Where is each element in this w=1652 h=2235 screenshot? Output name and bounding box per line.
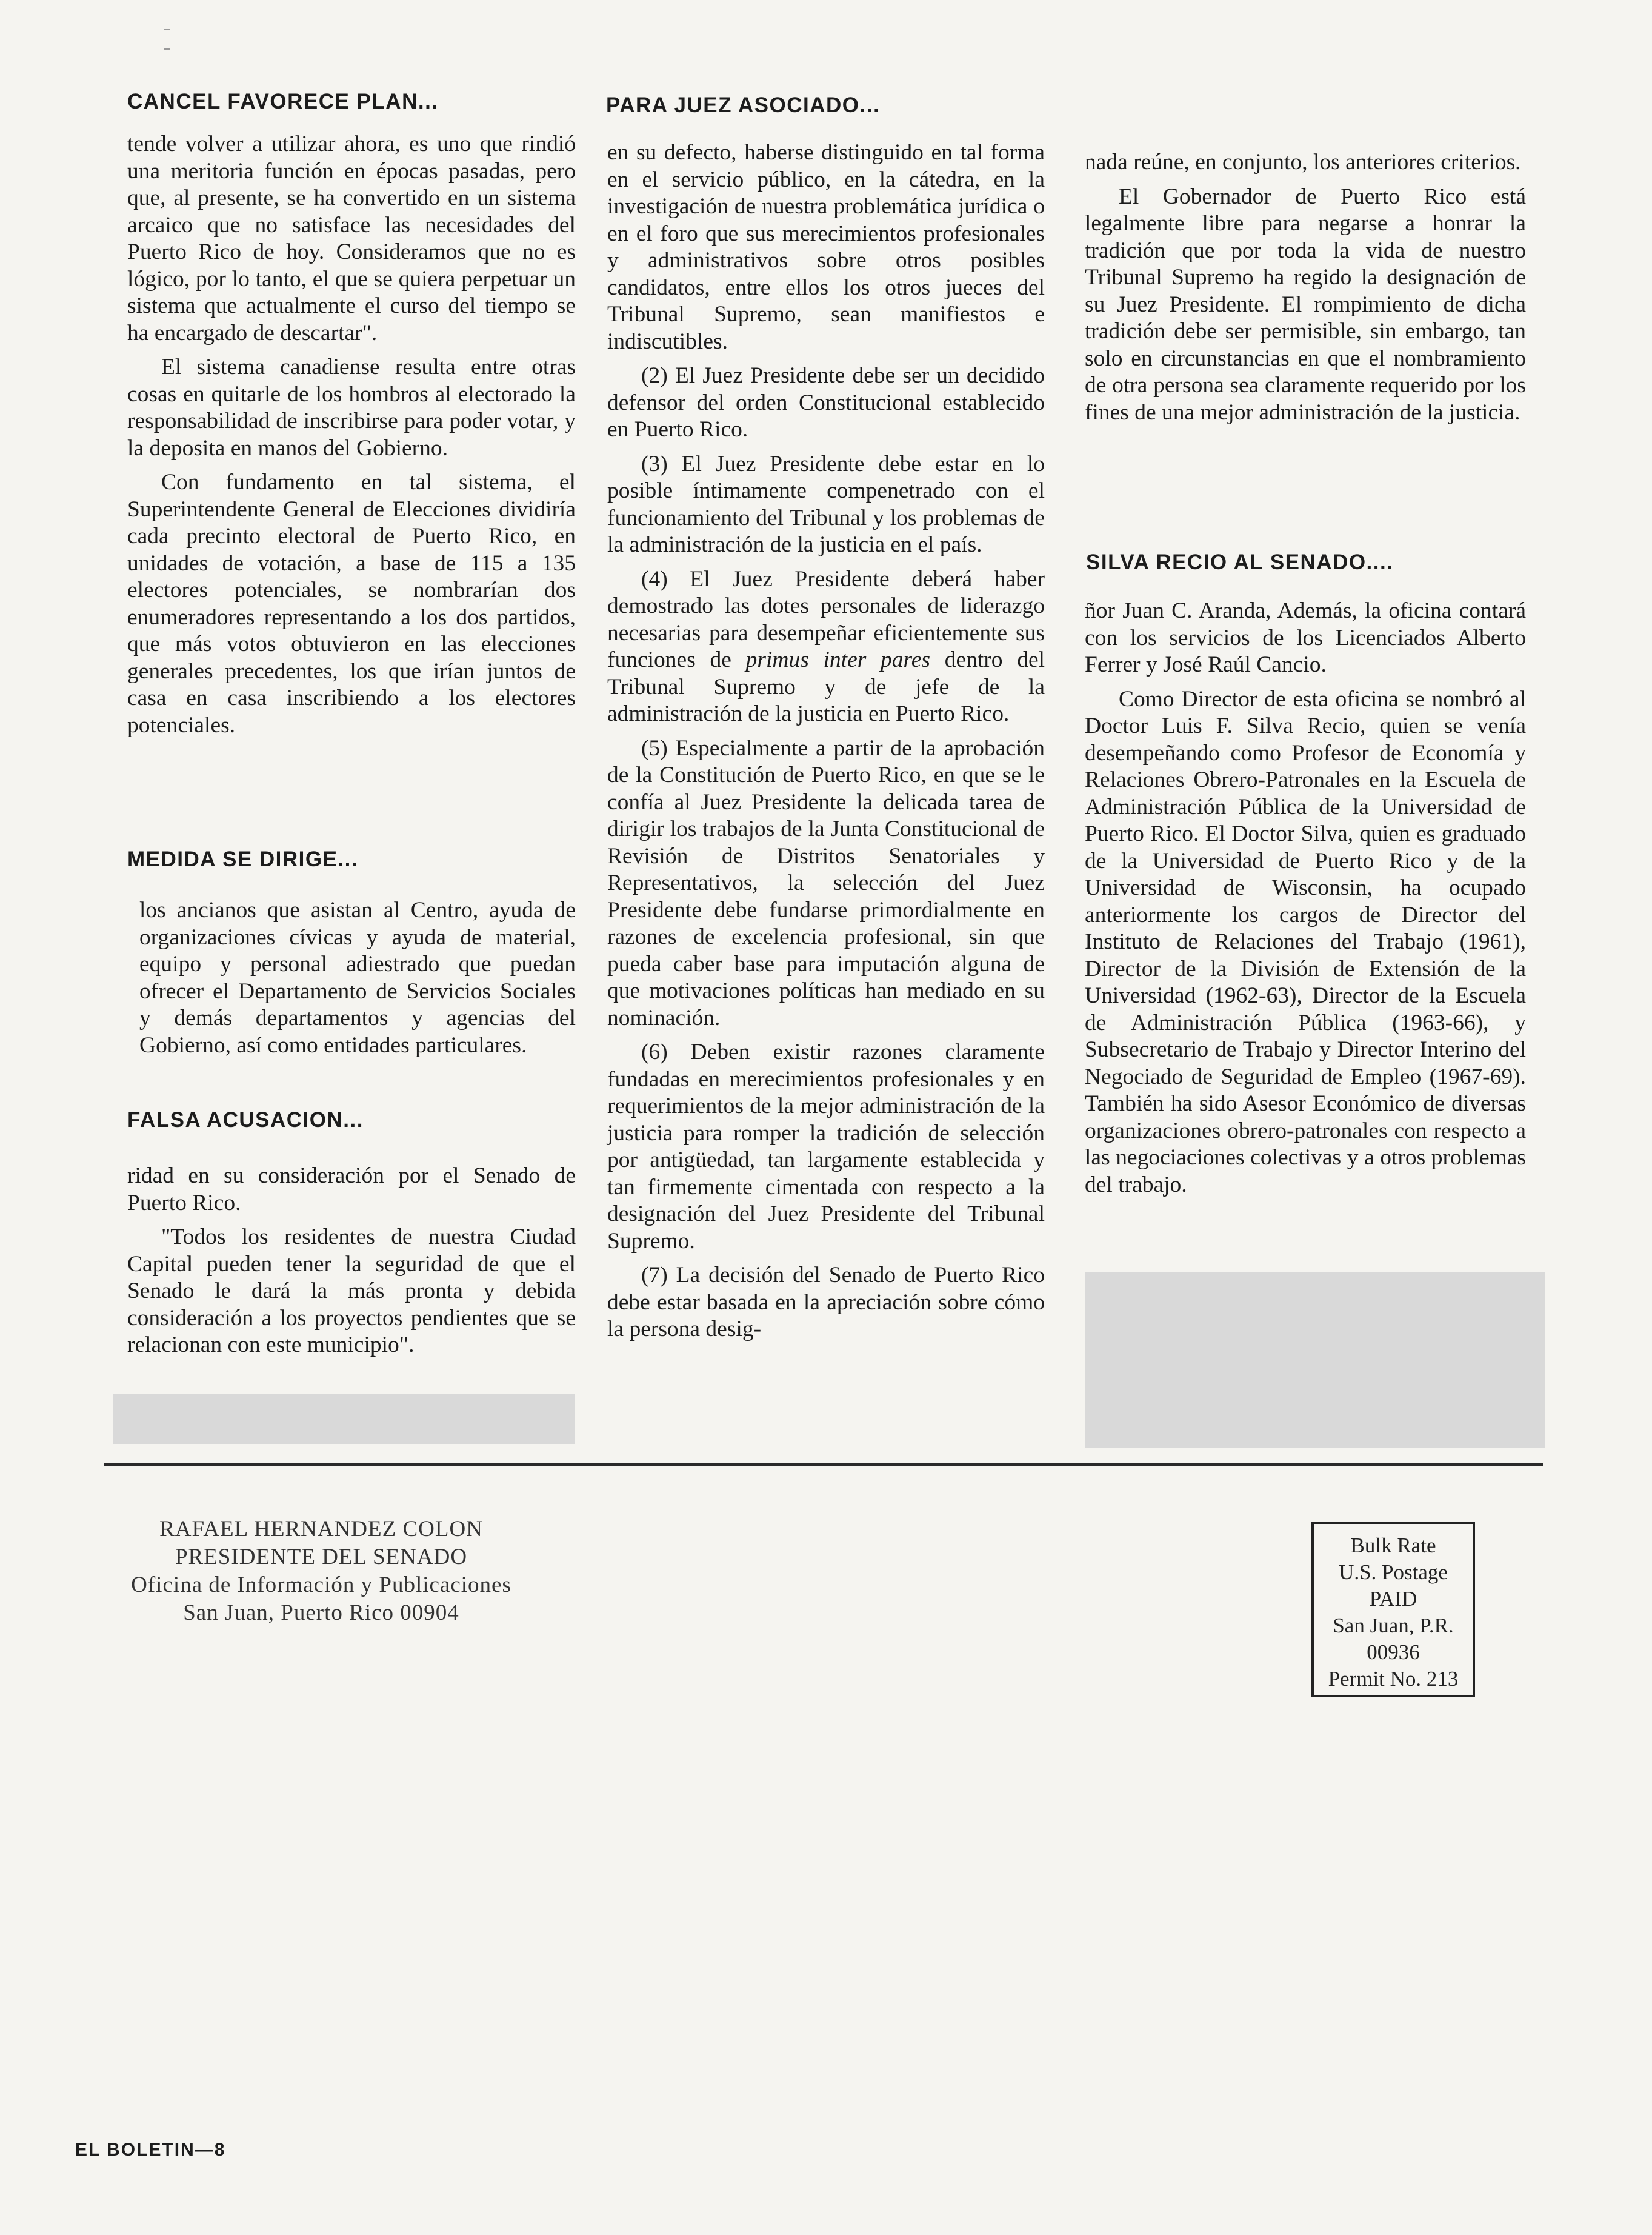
paragraph: los ancianos que asistan al Centro, ayuda de organizaciones cívicas y ayuda de material, equipo y personal adiestrado que puedan ofrecer el Departamento de Servicios Sociales y demás departamentos y agencias del Gobierno, así como entidades particulares.	[139, 898, 576, 1058]
paragraph: ñor Juan C. Aranda, Además, la oficina contará con los servicios de los Licenciados Alberto Ferrer y José Raúl Cancio.	[1085, 598, 1526, 677]
sender-address	[109, 1515, 533, 1627]
page-footer: EL BOLETIN—8	[75, 2140, 226, 2160]
postage-line: PAID	[1369, 1587, 1417, 1611]
horizontal-rule	[104, 1463, 1543, 1466]
paragraph: (7) La decisión del Senado de Puerto Rico debe estar basada en la apreciación sobre cómo la persona desig-	[607, 1263, 1045, 1341]
paragraph: Con fundamento en tal sistema, el Superintendente General de Elecciones dividiría cada precinto electoral de Puerto Rico, en unidades de votación, a base de 115 a 135 electores potenciales, se nombrarían dos enumeradores representando a los dos partidos, que más votos obtuvieron en las elecciones generales precedentes, los que irían juntos de casa en casa inscribiendo a los electores potenciales.	[127, 470, 576, 738]
postage-line: 00936	[1367, 1640, 1420, 1664]
gray-block	[113, 1394, 575, 1444]
heading-medida-se-dirige: MEDIDA SE DIRIGE...	[127, 847, 359, 871]
italic-text: primus inter pares	[745, 647, 930, 672]
column-1-part-3	[127, 1163, 576, 1366]
paragraph: (2) El Juez Presidente debe ser un decidido defensor del orden Constitucional establecido en Puerto Rico.	[607, 363, 1045, 442]
paragraph	[607, 566, 1045, 728]
paragraph: (6) Deben existir razones claramente fundadas en merecimientos profesionales y en requerimientos de la mejor administración de la justicia para romper la tradición de selección por antigüedad, tan largamente establecida y tan firmemente cimentada con respecto a la designación del Juez Presidente del Tribunal Supremo.	[607, 1040, 1045, 1254]
column-3-part-1	[1085, 149, 1526, 433]
column-1-part-1	[127, 131, 576, 746]
heading-para-juez-asociado: PARA JUEZ ASOCIADO...	[606, 93, 881, 117]
gray-block	[1085, 1272, 1545, 1448]
postage-line: U.S. Postage	[1339, 1560, 1448, 1584]
heading-cancel-favorece-plan: CANCEL FAVORECE PLAN...	[127, 90, 439, 113]
postage-indicia	[1311, 1522, 1475, 1697]
heading-silva-recio-al-senado: SILVA RECIO AL SENADO....	[1086, 550, 1394, 574]
paragraph: "Todos los residentes de nuestra Ciudad Capital pueden tener la seguridad de que el Senado le dará la más pronta y debida consideración a los proyectos pendientes que se relacionan con este municipio".	[127, 1224, 576, 1357]
corner-mark	[164, 29, 170, 50]
paragraph: (5) Especialmente a partir de la aprobación de la Constitución de Puerto Rico, en que se le confía al Juez Presidente la delicada tarea de dirigir los trabajos de la Junta Constitucional de Revisión de Distritos Senatoriales y Representativos, la selección del Juez Presidente debe fundarse primordialmente en razones de excelencia profesional, sin que pueda caber base para imputación alguna de que motivaciones políticas han mediado en su nominación.	[607, 735, 1045, 1031]
text: dentro del Tribunal Supremo y de jefe de la administración de la justicia en Puerto Rico.	[607, 647, 1045, 726]
sender-name: RAFAEL HERNANDEZ COLON	[159, 1517, 483, 1542]
paragraph: (3) El Juez Presidente debe estar en lo posible íntimamente compenetrado con el funcionamiento del Tribunal y los problemas de la administración de la justicia en el país.	[607, 451, 1045, 557]
column-2	[607, 139, 1045, 1351]
sender-office: Oficina de Información y Publicaciones	[131, 1572, 511, 1597]
paragraph: El sistema canadiense resulta entre otras cosas en quitarle de los hombros al electorado la responsabilidad de inscribirse para poder votar, y la deposita en manos del Gobierno.	[127, 355, 576, 461]
paragraph: El Gobernador de Puerto Rico está legalmente libre para negarse a honrar la tradición que por toda la vida de nuestro Tribunal Supremo ha regido la designación de su Juez Presidente. El rompimiento de dicha tradición debe ser permisible, sin embargo, tan solo en circunstancias en que el nombramiento de otra persona sea claramente requerido por los fines de una mejor administración de la justicia.	[1085, 184, 1526, 425]
column-3-part-2	[1085, 598, 1526, 1206]
sender-city: San Juan, Puerto Rico 00904	[183, 1600, 459, 1625]
paragraph: Como Director de esta oficina se nombró al Doctor Luis F. Silva Recio, quien se venía desempeñando como Profesor de Economía y Relaciones Obrero-Patronales en la Escuela de Administración Pública de la Universidad de Puerto Rico. El Doctor Silva, quien es graduado de la Universidad de Puerto Rico y de la Universidad de Wisconsin, ha ocupado anteriormente los cargos de Director del Instituto de Relaciones del Trabajo (1961), Director de la División de Extensión de la Universidad (1962-63), Director de la Escuela de Administración Pública (1963-66), y Subsecretario de Trabajo y Director Interino del Negociado de Seguridad de Empleo (1967-69). También ha sido Asesor Económico de diversas organizaciones obrero-patronales con respecto a las negociaciones colectivas y a otros problemas del trabajo.	[1085, 686, 1526, 1197]
paragraph: ridad en su consideración por el Senado de Puerto Rico.	[127, 1163, 576, 1215]
column-1-part-2	[127, 897, 576, 1066]
sender-title: PRESIDENTE DEL SENADO	[175, 1545, 468, 1569]
postage-line: Bulk Rate	[1350, 1534, 1436, 1557]
postage-line: San Juan, P.R.	[1333, 1614, 1454, 1637]
postage-line: Permit No. 213	[1328, 1667, 1459, 1691]
paragraph: tende volver a utilizar ahora, es uno que rindió una meritoria función en épocas pasadas, pero que, al presente, se ha convertido en un sistema arcaico que no satisface las necesidades del Puerto Rico de hoy. Consideramos que no es lógico, por lo tanto, el que se quiera perpetuar un sistema que actualmente el curso del tiempo se ha encargado de descartar".	[127, 132, 576, 346]
paragraph: en su defecto, haberse distinguido en tal forma en el servicio público, en la cátedra, en la investigación de nuestra problemática jurídica o en el foro que sus merecimientos profesionales y administrativos sobre otros posibles candidatos, entre ellos los otros jueces del Tribunal Supremo, sean manifiestos e indiscutibles.	[607, 140, 1045, 354]
heading-falsa-acusacion: FALSA ACUSACION...	[127, 1108, 364, 1132]
text: (4) El Juez Presidente deberá haber demostrado las dotes personales de liderazgo necesarias para desempeñar eficientemente sus funciones de	[607, 566, 1045, 672]
paragraph: nada reúne, en conjunto, los anteriores criterios.	[1085, 150, 1521, 175]
